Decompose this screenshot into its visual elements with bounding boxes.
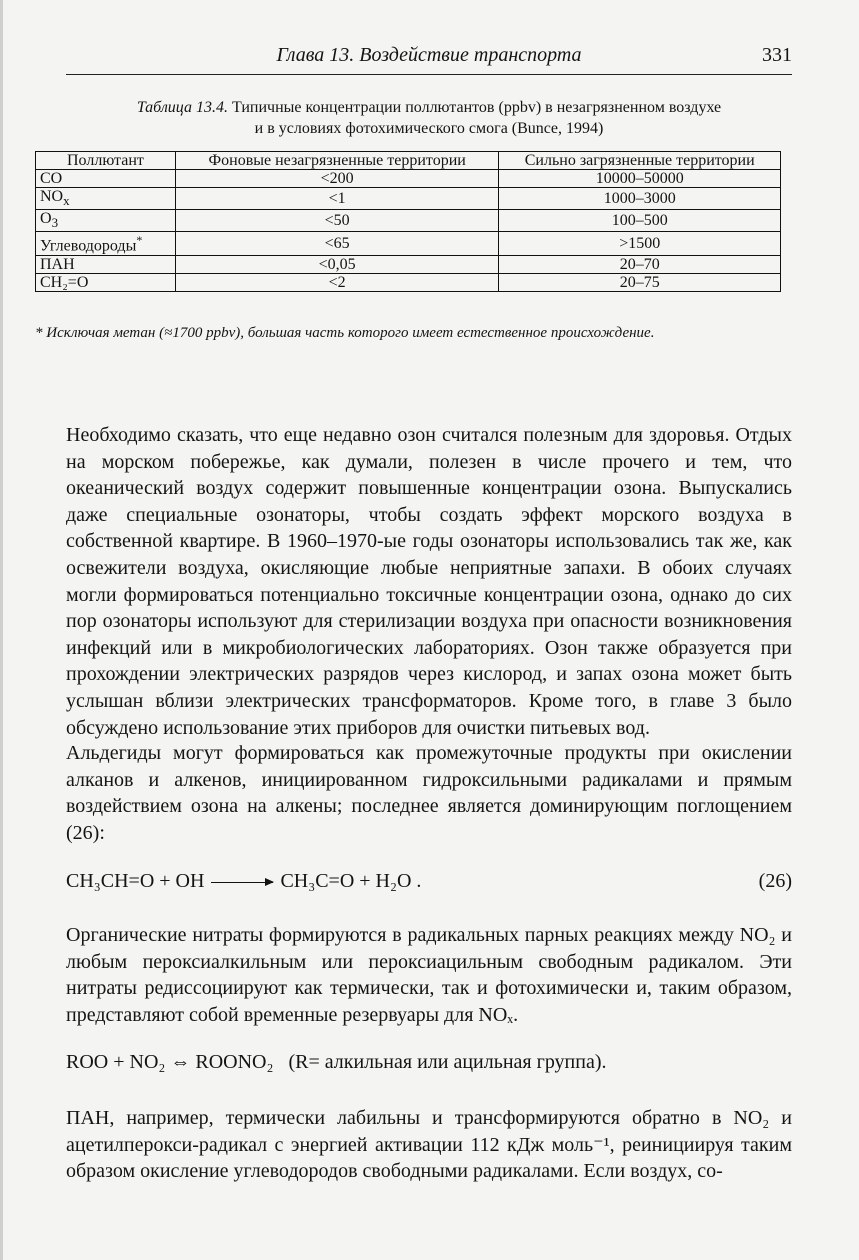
caption-line-2: и в условиях фотохимического смога (Bunce, 1994) (254, 120, 604, 137)
col-header-polluted: Сильно загрязненные территории (499, 152, 781, 170)
cell-background: <0,05 (175, 255, 499, 273)
table-row (36, 210, 781, 232)
cell-pollutant (36, 255, 176, 273)
cell-polluted: 1000–3000 (499, 188, 781, 210)
page-number: 331 (762, 44, 792, 66)
col-header-pollutant: Поллютант (36, 152, 176, 170)
table-row (36, 188, 781, 210)
eq26-right: CH₃C=O + H₂O . (280, 870, 422, 892)
pollutant-name: ПАН (40, 255, 75, 273)
table-row (36, 232, 781, 255)
caption-line-1: Типичные концентрации поллютантов (ppbv) в незагрязненном воздухе (231, 99, 722, 116)
table-row (36, 255, 781, 273)
pollutant-subscript: x (63, 193, 70, 209)
pollutant-name: CO (40, 170, 63, 187)
page-edge (0, 0, 3, 1260)
col-header-background: Фоновые незагрязненные территории (175, 152, 499, 170)
cell-polluted: >1500 (499, 232, 781, 255)
table-row (36, 273, 781, 291)
cell-pollutant (36, 210, 176, 232)
cell-background: <2 (175, 273, 499, 291)
table-row (36, 170, 781, 188)
pollutant-name: Углеводороды (40, 237, 137, 255)
equation-26 (66, 870, 792, 893)
running-header (66, 40, 792, 75)
paragraph-1-text: Необходимо сказать, что еще недавно озон считался полезным для здоровья. Отдых на морском побережье, как думали, полезен в числе прочего и тем, что океанический воздух содержит повышенные концентрации озона. Выпускались даже специальные озонаторы, чтобы создать эффект морского воздуха в собственной квартире. В 1960–1970-ые годы озонаторы использовались так же, как освежители воздуха, окисляющие любые неприятные запахи. В обоих случаях могли формироваться потенциально токсичные концентрации озона, однако до сих пор озонаторы используют для стерилизации воздуха при опасности возникновения инфекций или в микробиологических лабораториях. Озон также образуется при прохождении электрических разрядов через кислород, и запах озона может быть услышан вблизи электрических трансформаторов. Кроме того, в главе 3 было обсуждено использование этих приборов для очистки питьевых вод. (66, 424, 792, 739)
pollutant-name: O (40, 210, 52, 228)
equation-roono2 (66, 1051, 792, 1074)
pollutant-name: CH₂=O (40, 273, 89, 291)
table-header-row (36, 152, 781, 170)
paragraph-ozone (66, 422, 792, 741)
paragraph-pan (66, 1105, 792, 1185)
cell-polluted: 20–75 (499, 273, 781, 291)
pollutant-table (35, 151, 781, 292)
cell-pollutant (36, 273, 176, 291)
paragraph-aldehydes (66, 740, 792, 846)
table-footnote: * Исключая метан (≈1700 ppbv), большая часть которого имеет естественное происхождение. (35, 325, 655, 341)
cell-background: <200 (175, 170, 499, 188)
cell-pollutant (36, 188, 176, 210)
pollutant-subscript: 3 (51, 215, 59, 231)
eq2-text: ROO + NO₂ ⇔ ROONO₂ (66, 1051, 274, 1073)
footnote-mark: * (136, 233, 143, 248)
table-caption (66, 97, 792, 139)
paragraph-nitrates (66, 922, 792, 1028)
reaction-arrow-icon (211, 882, 273, 883)
cell-background: <1 (175, 188, 499, 210)
pollutant-name: NO (40, 188, 64, 205)
cell-pollutant (36, 170, 176, 188)
cell-polluted: 10000–50000 (499, 170, 781, 188)
paragraph-2-text: Альдегиды могут формироваться как промежуточные продукты при окислении алканов и алкенов, инициированном гидроксильными радикалами и прямым воздействием озона на алкены; последнее является доминирующим поглощением (26): (66, 742, 792, 844)
cell-polluted: 20–70 (499, 255, 781, 273)
table-label: Таблица 13.4. (136, 99, 228, 116)
eq2-note: (R= алкильная или ацильная группа). (288, 1051, 607, 1073)
paragraph-4-text: ПАН, например, термически лабильны и трансформируются обратно в NO₂ и ацетилперокси-радикал с энергией активации 112 кДж моль⁻¹, реинициируя таким образом окисление углеводородов свободными радикалами. Если воздух, со- (66, 1107, 792, 1183)
eq26-number: (26) (758, 870, 792, 892)
cell-background: <65 (175, 232, 499, 255)
chapter-title: Глава 13. Воздействие транспорта (276, 44, 582, 66)
paragraph-3-text: Органические нитраты формируются в радикальных парных реакциях между NO₂ и любым пероксиалкильным или пероксиацильным свободным радикалом. Эти нитраты редиссоциируют как термически, так и фотохимически и, таким образом, представляют собой временные резервуары для NOₓ. (66, 924, 792, 1026)
cell-background: <50 (175, 210, 499, 232)
cell-pollutant (36, 232, 176, 255)
cell-polluted: 100–500 (499, 210, 781, 232)
eq26-left: CH₃CH=O + OH (66, 870, 205, 892)
